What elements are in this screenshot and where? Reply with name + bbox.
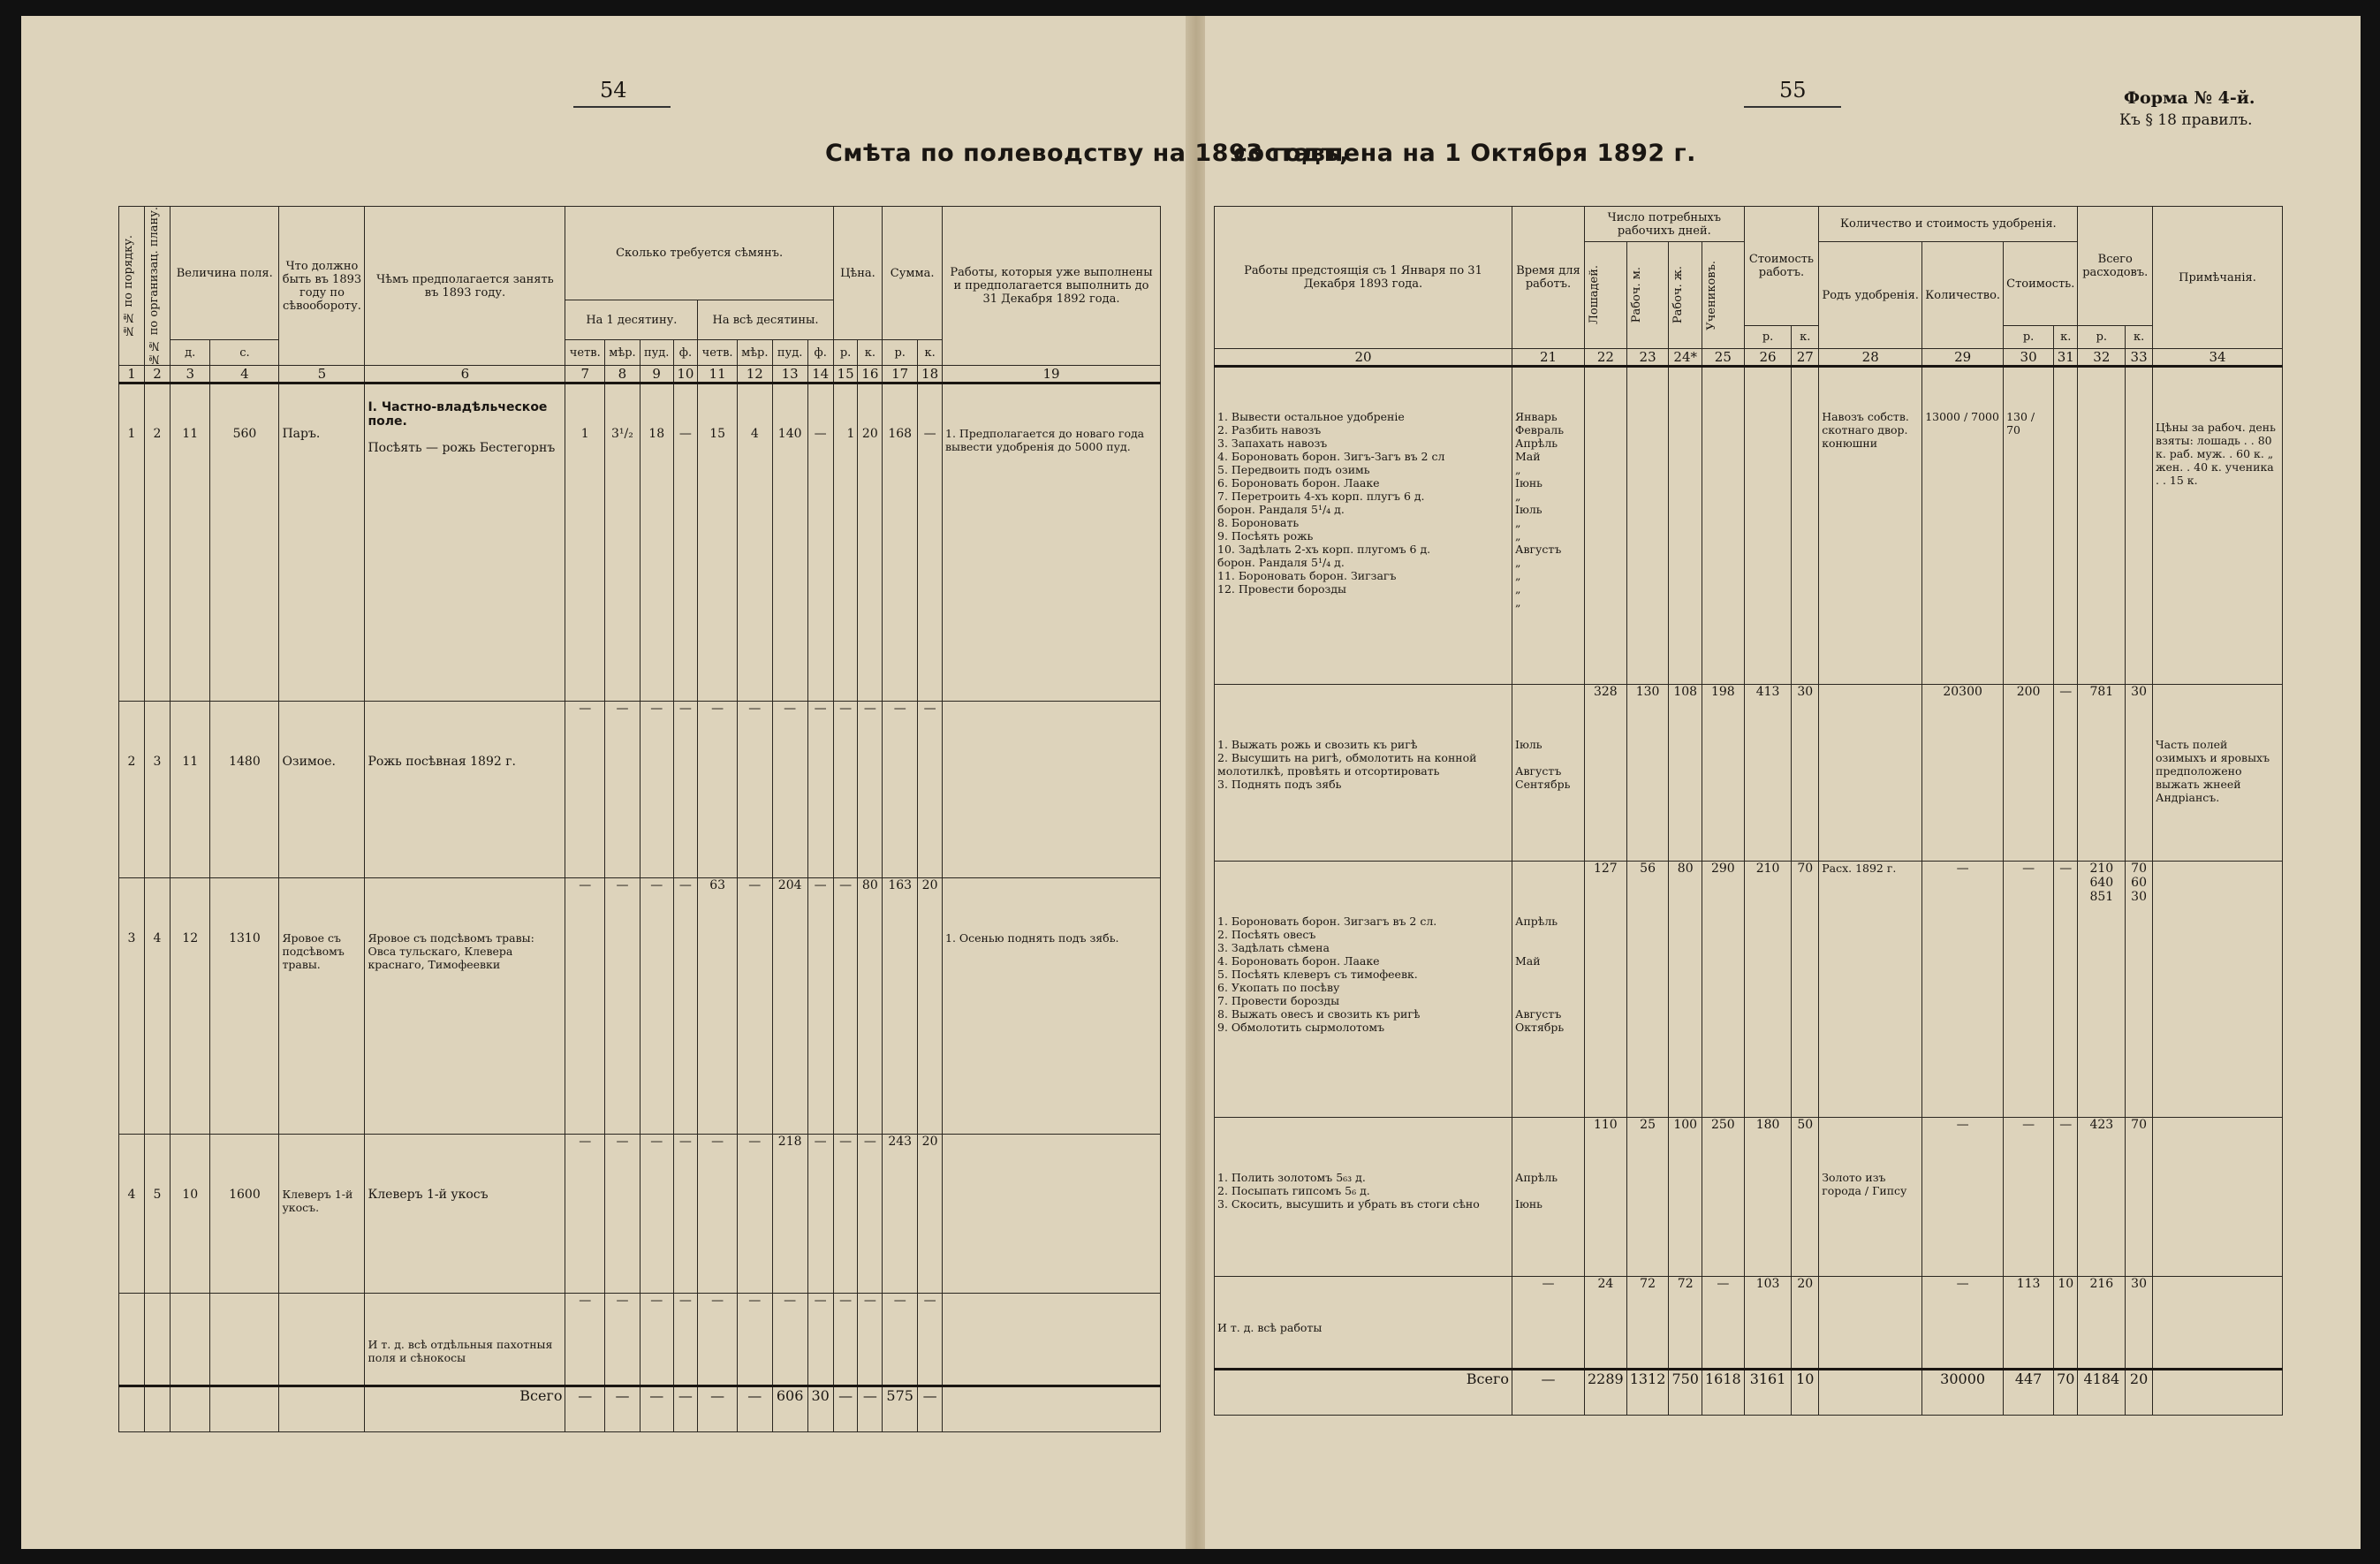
work-item: 8. Выжать овесъ и свозить къ ригѣ [1217,1007,1421,1021]
h-col20: Работы предстоящія съ 1 Января по 31 Декабря 1893 года. [1215,207,1512,349]
h-chetv2: четв. [698,340,738,366]
work-item: борон. Рандаля 5¹/₄ д. [1217,503,1345,516]
work-item: 1. Вывести остальное удобреніе [1217,410,1405,423]
table-row: 1. Выжать рожь и свозить къ ригѣ 2. Высушить на ригѣ, обмолотить на конной молотилкѣ, провѣять и отсортировать 3. Поднять подъ зябь Іюль Августъ Сентябрь 328 130 108 198 413 30 20300 200 — 781 30 Часть полей озимыхъ и яровыхъ предположено выжать жнеей Андріансъ. [1215,685,2283,862]
book-spread [21,16,2361,1549]
work-item: „ [1515,463,1521,476]
table-row: И т. д. всѣ отдѣльныя пахотныя поля и сѣнокосы — — — — — — — — — — — — [119,1294,1161,1386]
table-row: 1. Полить золотомъ 5₆₃ д. 2. Посыпать гипсомъ 5₆ д. 3. Скосить, высушить и убрать въ стоги сѣно Апрѣль Іюнь 110 25 100 250 180 50 Золото изъ города / Гипсу — — — 423 70 [1215,1118,2283,1277]
work-item: 6. Бороновать борон. Лааке [1217,476,1380,490]
form-sub: Къ § 18 правилъ. [2119,111,2253,129]
h-f: ф. [673,340,698,366]
form-label: Форма № 4-й. [2124,88,2255,108]
h-sum: Сумма. [883,207,943,340]
page-number-left: 54 [600,78,627,102]
h-mer2: мѣр. [737,340,772,366]
work-item: 2. Посѣять овесъ [1217,928,1316,941]
work-item: 3. Поднять подъ зябь [1217,778,1342,791]
table-row: 4 5 10 1600 Клеверъ 1-й укосъ. Клеверъ 1-й укосъ — — — — — — 218 — — — 243 20 [119,1135,1161,1294]
work-item: 9. Посѣять рожь [1217,529,1314,543]
page-number-right: 55 [1779,78,1807,102]
page-number-rule [1744,106,1841,108]
work-item: 11. Бороновать борон. Зигзагъ [1217,569,1397,582]
h-r2: р. [883,340,918,366]
h-seeds: Сколько требуется сѣмянъ. [565,207,833,300]
h-col5: Что должно быть въ 1893 году по сѣвообороту. [279,207,365,366]
work-item: 9. Обмолотить сырмолотомъ [1217,1021,1385,1034]
h-col19: Работы, которыя уже выполнены и предполагается выполнить до 31 Декабря 1892 года. [943,207,1161,366]
work-item: „ [1515,569,1521,582]
work-item: Февраль [1515,423,1565,437]
h-s: с. [210,340,279,366]
work-item: борон. Рандаля 5¹/₄ д. [1217,556,1345,569]
work-item: Май [1515,450,1541,463]
work-item: Январь [1515,410,1558,423]
h-col1: №№ по порядку. [119,207,145,366]
h-col3: Величина поля. [171,207,279,340]
table-row: И т. д. всѣ работы — 24 72 72 — 103 20 — 113 10 216 30 [1215,1277,2283,1370]
work-item: 6. Укопать по посѣву [1217,981,1340,994]
section-title: I. Частно-владѣльческое поле. [368,400,548,429]
h-days: Число потребныхъ рабочихъ дней. [1585,207,1745,242]
work-item: „ [1515,516,1521,529]
h-d: д. [171,340,210,366]
gutter [1186,16,1207,1549]
h-col21: Время для работъ. [1512,207,1585,349]
title-right: составлена на 1 Октября 1892 г. [1233,140,1696,167]
h-pud: пуд. [640,340,673,366]
work-item: „ [1515,582,1521,596]
total-row-left: Всего — — — — — — 606 30 — — 575 — [119,1386,1161,1432]
h-cost: Стоимость работъ. [1744,207,1819,326]
work-item: 1. Выжать рожь и свозить къ ригѣ [1217,738,1418,751]
h-all: На всѣ десятины. [698,300,833,340]
work-item: 4. Бороновать борон. Лааке [1217,954,1380,968]
work-item: Апрѣль [1515,437,1558,450]
table-row: 1. Вывести остальное удобреніе 2. Разбить навозъ 3. Запахать навозъ 4. Бороновать борон. Зигъ-Загъ въ 2 сл 5. Передвоить подъ озимь 6. Бороновать борон. Лааке 7. Перетроить 4-хъ корп. плугъ 6 д. борон. Рандаля 5¹/₄ д. 8. Бороновать 9. Посѣять рожь 10. Задѣлать 2-хъ корп. плугомъ 6 д. борон. Рандаля 5¹/₄ д. 11. Бороновать борон. Зигзагъ 12. Провести борозды Январь Февраль Апрѣль Май „ Іюнь „ Іюль „ „ Августъ „ „ „ „ Навозъ собств. скотнаго двор. конюшни 13000 / 7000 130 / 70 Цѣны за рабоч. день взяты: лошадь . . 80 к. раб. муж. . 60 к. „ жен. . 40 к. ученика . . 15 к. [1215,367,2283,685]
right-colnums: 20 21 22 23 24* 25 26 27 28 29 30 31 32 33 34 [1215,349,2283,367]
work-item: Іюль [1515,503,1542,516]
table-row: 1 2 11 560 Паръ. I. Частно-владѣльческое поле. Посѣять — рожь Бестегорнъ 1 3¹/₂ 18 — 15 4 140 — 1 20 168 — 1. Предполагается до новаго года вывести удобренія до 5000 пуд. [119,383,1161,702]
work-item: 4. Бороновать борон. Зигъ-Загъ въ 2 сл [1217,450,1445,463]
left-colnums: 1 2 3 4 5 6 7 8 9 10 11 12 13 14 15 16 17 18 19 [119,366,1161,383]
h-k: к. [858,340,883,366]
h-f2: ф. [807,340,833,366]
h-price: Цѣна. [833,207,883,340]
left-table [118,206,1161,1432]
table-row: 3 4 12 1310 Яровое съ подсѣвомъ травы. Яровое съ подсѣвомъ травы: Овса тульскаго, Клевера краснаго, Тимофеевки — — — — 63 — 204 — — 80 163 20 1. Осенью поднять подъ зябь. [119,878,1161,1135]
h-col6: Чѣмъ предполагается занять въ 1893 году. [365,207,565,366]
h-chetv: четв. [565,340,605,366]
work-item: 12. Провести борозды [1217,582,1346,596]
h-col2: №№ по организац. плану. [145,207,171,366]
title-left: Смѣта по полеводству на 1893 годъ, [825,140,1349,167]
h-r: р. [833,340,858,366]
h-fert: Количество и стоимость удобренія. [1819,207,2078,242]
work-item: 2. Посыпать гипсомъ 5₆ д. [1217,1184,1370,1197]
h-mer: мѣр. [605,340,640,366]
h-notes: Примѣчанія. [2153,207,2283,349]
work-item: „ [1515,490,1521,503]
work-item: Іюнь [1515,476,1542,490]
h-per: На 1 десятину. [565,300,698,340]
work-item: Августъ [1515,543,1562,556]
work-item: 7. Перетроить 4-хъ корп. плугъ 6 д. [1217,490,1425,503]
table-row: 1. Бороновать борон. Зигзагъ въ 2 сл. 2. Посѣять овесъ 3. Задѣлать сѣмена 4. Бороновать борон. Лааке 5. Посѣять клеверъ съ тимофеевк. 6. Укопать по посѣву 7. Провести борозды 8. Выжать овесъ и свозить къ ригѣ 9. Обмолотить сырмолотомъ Апрѣль Май Августъ Октябрь 127 56 80 290 210 70 Расх. 1892 г. — — — 210 640 851 70 60 30 [1215,862,2283,1118]
right-table: Работы предстоящія съ 1 Января по 31 Декабря 1893 года. Время для работъ. Число потребныхъ рабочихъ дней. Стоимость работъ. Количество и стоимость удобренія. Всего расходовъ. Примѣчанія. Лошадей. Рабоч. м. Рабоч. ж. Учениковъ. Родъ удобренія. Количество. Стоимость. р. к. р. к. р. к. 20 21 22 23 24* 25 26 27 28 29 30 31 32 33 34 1. Вывести остальное удобреніе 2. Разбить навозъ 3. Запахать навозъ 4. Бороновать борон. Зигъ-Загъ въ 2 сл 5. Передвоить подъ озимь 6. Бороновать борон. Лааке 7. Перетроить 4-хъ корп. плугъ 6 д. борон. Рандаля 5¹/₄ д. 8. Бороновать 9. Посѣять рожь 10. Задѣлать 2-хъ корп. плугомъ 6 д. борон. Рандаля 5¹/₄ д. 11. Бороновать борон. Зигзагъ 12. Провести борозды Январь Февраль Апрѣль Май „ Іюнь „ Іюль „ „ Августъ „ „ „ „ Навозъ собств. скотнаго двор. конюшни 13000 / 7000 130 / 70 Цѣны за рабоч. день взяты: лошадь . . 80 к. раб. муж. . 60 к. „ жен. . 40 к. ученика . . 15 к. 1. Выжать рожь и свозить къ ригѣ 2. Высушить на ригѣ, обмолотить на конной молотилкѣ, провѣять и отсортировать 3. Поднять подъ зябь Іюль Августъ Сентябрь 328 130 108 198 413 30 20300 200 — 781 30 Часть полей озимыхъ и яровыхъ предположено выжать жнеей Андріансъ. 1. Бороновать борон. Зигзагъ въ 2 сл. 2. Посѣять овесъ 3. Задѣлать сѣмена 4. Бороновать борон. Лааке 5. Посѣять клеверъ съ тимофеевк. 6. Укопать по посѣву 7. Провести борозды 8. Выжать овесъ и свозить къ ригѣ 9. Обмолотить сырмолотомъ Апрѣль Май Августъ Октябрь 127 56 80 290 210 70 Расх. 1892 г. — — — 210 640 851 70 60 30 1. Полить золотомъ 5₆₃ д. 2. Посыпать гипсомъ 5₆ д. 3. Скосить, высушить и убрать въ стоги сѣно Апрѣль Іюнь 110 25 100 250 180 50 Золото изъ города / Гипсу — — — 423 70 И т. д. всѣ работы — 24 72 72 — 103 20 — 113 10 216 30 Всего — 2289 1312 750 1618 3161 10 30000 447 70 4184 20 [1214,206,2283,1416]
work-item: „ [1515,596,1521,609]
works-block-1 [1215,367,1512,685]
work-item: 1. Полить золотомъ 5₆₃ д. [1217,1171,1366,1184]
h-total: Всего расходовъ. [2078,207,2153,326]
work-item: 2. Разбить навозъ [1217,423,1322,437]
total-row-right: Всего — 2289 1312 750 1618 3161 10 30000 447 70 4184 20 [1215,1370,2283,1416]
work-item: 7. Провести борозды [1217,994,1340,1007]
work-item: 3. Задѣлать сѣмена [1217,941,1330,954]
h-k2: к. [918,340,943,366]
work-item: „ [1515,529,1521,543]
work-item: 2. Высушить на ригѣ, обмолотить на конной молотилкѣ, провѣять и отсортировать [1217,751,1477,778]
work-item: 8. Бороновать [1217,516,1300,529]
work-item: „ [1515,556,1521,569]
work-item: 5. Передвоить подъ озимь [1217,463,1370,476]
work-item: 3. Запахать навозъ [1217,437,1328,450]
work-item: 10. Задѣлать 2-хъ корп. плугомъ 6 д. [1217,543,1431,556]
page-number-rule [573,106,671,108]
h-pud2: пуд. [772,340,807,366]
table-row: 2 3 11 1480 Озимое. Рожь посѣвная 1892 г. — — — — — — — — — — — — [119,702,1161,878]
work-item: 1. Бороновать борон. Зигзагъ въ 2 сл. [1217,915,1437,928]
work-item: 5. Посѣять клеверъ съ тимофеевк. [1217,968,1418,981]
work-item: 3. Скосить, высушить и убрать въ стоги сѣно [1217,1197,1480,1211]
